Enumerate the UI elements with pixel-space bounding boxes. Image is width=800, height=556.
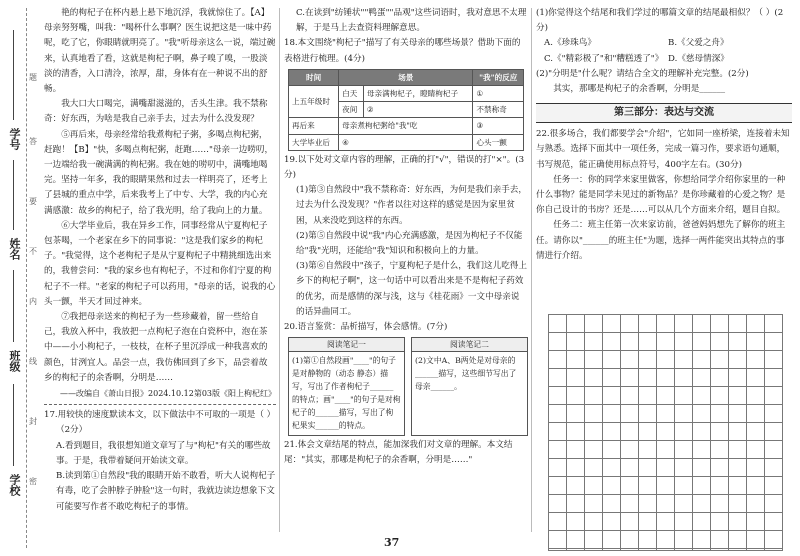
option-c[interactable]: C.在读到"纺锤状""鸭蛋""品观"这些词语时，我对意思不太理解，于是马上去查资料理解意思。 bbox=[296, 8, 527, 34]
student-id-label: 学号 bbox=[8, 128, 21, 150]
reading-notes bbox=[288, 337, 528, 436]
option-b[interactable]: B.《父爱之舟》 bbox=[668, 38, 729, 49]
seal-char: 密 bbox=[29, 477, 37, 486]
question-18: 18.本文围绕"枸杞子"描写了有关母亲的哪些场景？借助下面的表格进行梳理。(4分) bbox=[284, 38, 521, 64]
answer-blank[interactable]: ④ bbox=[339, 134, 473, 150]
table-row bbox=[289, 118, 524, 134]
note-title: 阅读笔记二 bbox=[412, 338, 527, 352]
class-label: 班级 bbox=[8, 350, 21, 372]
table-header: 时间 bbox=[289, 69, 339, 85]
answer-blank[interactable]: ① bbox=[473, 86, 524, 102]
questions-column bbox=[284, 6, 528, 469]
composition-grid[interactable] bbox=[548, 314, 783, 551]
school-label: 学校 bbox=[8, 474, 21, 496]
seal-char: 封 bbox=[29, 417, 37, 426]
seal-char: 线 bbox=[29, 357, 37, 366]
table-cell: 母亲满枸杞子，瞪睛枸杞子 bbox=[363, 86, 473, 102]
question-21: 21.体会文章结尾的特点，能加深我们对文章的理解。本文结尾："其实，那哪是枸杞子的余香啊，分明是……" bbox=[284, 440, 513, 466]
option-a[interactable]: A.《珍珠鸟》 bbox=[544, 38, 596, 49]
seal-char: 答 bbox=[29, 137, 37, 146]
passage-paragraph: ⑦我把母亲送来的枸杞子为一些珍藏着，留一些给自己，我放入杯中，我放把一点枸杞子泡在白瓷杯中，泡在茶中——小小枸杞子，一枝枝，在杯子里沉浮成一种我喜欢的颜色，甘洌宜人。品尝一点，我仿佛回到了乡下，品尝着故乡的枸杞子的余香啊，分明是…… bbox=[44, 312, 268, 383]
option-c[interactable]: C.《"精彩极了"和"糟糕透了"》 bbox=[544, 53, 664, 64]
scene-table bbox=[288, 69, 524, 151]
table-header: "我"的反应 bbox=[473, 69, 524, 85]
passage-paragraph: ⑤再后来，母亲经常给我煮枸杞子粥，多喝点枸杞粥，赶跑！【B】"快，多喝点枸杞粥，赶跑……"母亲一边唠叨，一边端给我一碗满满的枸杞粥。我在她的唠叨中，满嘴地喝完。坚持一年多，我的眼睛果然和过去一样明亮了，还考上了县城的重点中学，后来我考上了中专、大学，我的内心充满感激：故乡的枸杞子，给了我光明，给了我向上的力量。 bbox=[44, 129, 274, 216]
reading-note-2[interactable] bbox=[411, 337, 528, 436]
judge-item[interactable]: (2)第⑤自然段中说"我"内心充满感激，是因为枸杞子不仅能给"我"光明，还能给"我"知识和积极向上的力量。 bbox=[296, 230, 523, 257]
table-cell: 白天 bbox=[339, 86, 364, 102]
binding-margin bbox=[0, 0, 38, 556]
table-cell: 上五年级时 bbox=[289, 86, 339, 118]
table-row bbox=[289, 134, 524, 150]
seal-char: 内 bbox=[29, 297, 37, 306]
q21-options bbox=[536, 36, 792, 66]
table-row bbox=[289, 86, 524, 102]
passage-source: ——改编自《萧山日报》2024.10.12第03版《阳上枸杞红》 bbox=[60, 389, 276, 399]
seal-char: 题 bbox=[29, 73, 37, 82]
divider bbox=[44, 404, 276, 405]
table-cell: 大学毕业后 bbox=[289, 134, 339, 150]
page-number: 37 bbox=[384, 536, 400, 549]
seal-char: 不 bbox=[29, 247, 37, 256]
question-22: 22.很多场合，我们都要学会"介绍"，它如同一座桥梁，连接着未知与熟悉。选择下面其中一项任务，完成一篇习作，要求语句通顺，书写规范，能正确使用标点符号，400字左右。(30分) bbox=[536, 129, 790, 170]
seal-char: 要 bbox=[29, 197, 37, 206]
table-cell: 再后来 bbox=[289, 118, 339, 134]
school-field[interactable] bbox=[13, 384, 14, 466]
question-17-score: （2分） bbox=[56, 425, 88, 436]
task-1: 任务一：你的同学来家里做客，你想给同学介绍你家里的一种什么事物？能是同学未见过的新物品？是你珍藏着的心爱之物？是你自己设计的书房？还是……可以从几个方面来介绍，题目自拟。 bbox=[536, 174, 786, 216]
passage-column bbox=[44, 6, 276, 515]
task-2: 任务二：班主任第一次来家访前，爸爸妈妈想先了解你的班主任。请你以"______的班主任"为题，选择一两件能突出其特点的事情进行介绍。 bbox=[536, 220, 786, 261]
student-id-field[interactable] bbox=[13, 30, 14, 120]
answer-blank[interactable]: ② bbox=[363, 102, 473, 118]
judge-item[interactable]: (1)第③自然段中"我不禁称奇：好东西，为何是我们亲手去，过去为什么没发现？"作者以往对这样的感觉是因为家里贫困，从来没吃到这样的东西。 bbox=[296, 185, 527, 226]
table-cell: 夜间 bbox=[339, 102, 364, 118]
seal-line bbox=[26, 8, 27, 548]
note-text: (2)文中A、B两处是对母亲的______描写，这些细节写出了母亲______。 bbox=[415, 356, 517, 392]
question-21-1: (1)你觉得这个结尾和我们学过的哪篇文章的结尾最相似？（ ）(2分) bbox=[536, 8, 784, 34]
table-cell: 不禁称奇 bbox=[473, 102, 524, 118]
section-title: 第三部分：表达与交流 bbox=[536, 103, 792, 123]
option-a[interactable]: A.看到题目，我很想知道文章写了与"枸杞"有关的哪些故事。于是，我带着疑问开始读文章。 bbox=[56, 440, 271, 466]
option-b[interactable]: B.读到第①自然段"我的眼睛开始不敢看，听大人说枸杞子有毒，吃了会肿脖子肿脸"这一句时，我就边读边想象下文可能要写作者不敢吃枸杞子的事情。 bbox=[56, 471, 276, 512]
column-divider bbox=[531, 8, 532, 532]
answer-line[interactable]: 其实，那哪是枸杞子的余香啊，分明是______ bbox=[553, 84, 726, 95]
question-17: 17.用较快的速度默读本文，以下做法中不可取的一项是（ ） bbox=[44, 410, 276, 421]
judge-item[interactable]: (3)第⑥自然段中"孩子，宁夏枸杞子是什么，我们这儿吃得上乡下的枸杞子啊"，这一句话中可以看出来是不是枸杞子药效的优劣，而是感情的深与浅，这与《桂花雨》一文中母亲说的话异曲同工。 bbox=[296, 261, 527, 317]
passage-paragraph: 我大口大口喝完，满嘴甜滋滋的，舌头生津。我不禁称奇：好东西，为啥是我自己亲手去，过去为什么没发现？ bbox=[44, 99, 268, 125]
composition-column bbox=[536, 6, 792, 264]
question-19: 19.以下处对文章内容的理解，正确的打"√"，错误的打"×"。(3分) bbox=[284, 154, 525, 181]
table-cell: 母亲煮枸杞粥给"我"吃 bbox=[339, 118, 473, 134]
passage-paragraph: 艳的枸杞子在杯内悬上悬下地沉浮，我就惊住了。【A】母亲努努嘴，叫我："喝杯什么事啊？医生说把这是一味中药呢，吃了它，你眼睛就明亮了。"我"听母亲这么一说，端过碗来，认真地看了看，这就是枸杞子啊，鼻子嗅了嗅，一股淡淡的清香，入口清泠，浓厚，甜，身体有在一种说不出的舒畅。 bbox=[44, 8, 276, 95]
option-d[interactable]: D.《慈母情深》 bbox=[668, 53, 729, 64]
note-title: 阅读笔记一 bbox=[289, 338, 404, 352]
reading-note-1[interactable] bbox=[288, 337, 405, 436]
column-divider bbox=[279, 8, 280, 532]
question-20: 20.语言鉴赏：品析描写，体会感情。(7分) bbox=[284, 322, 448, 333]
question-21-2: (2)"分明是"什么呢？请结合全文的理解补充完整。(2分) bbox=[536, 68, 749, 79]
table-header: 场景 bbox=[339, 69, 473, 85]
table-cell: 心头一颤 bbox=[473, 134, 524, 150]
name-field[interactable] bbox=[13, 160, 14, 230]
note-text: (1)第①自然段画"____"的句子是对静物的（动态 静态）描写，写出了作者枸杞子______的特点；画"____"的句子是对枸杞子的______描写，写出了枸杞果实______的特点。 bbox=[292, 356, 401, 431]
passage-paragraph: ⑥大学毕业后，我在异乡工作，同事经常从宁夏枸杞子包茶喝，一个老家在乡下的同事说："这是我们家乡的枸杞子。"我觉得，这个老枸杞子是从宁夏枸杞子中精挑细选出来的，我曾尝问："我的家乡也有枸杞子，不过和你们宁夏的枸杞子不一样。"老家的枸杞子可以药用，"母亲的话，说我的心头一颤，半天才回过神来。 bbox=[44, 220, 276, 307]
name-label: 姓名 bbox=[8, 238, 21, 260]
answer-blank[interactable]: ③ bbox=[473, 118, 524, 134]
class-field[interactable] bbox=[13, 270, 14, 342]
